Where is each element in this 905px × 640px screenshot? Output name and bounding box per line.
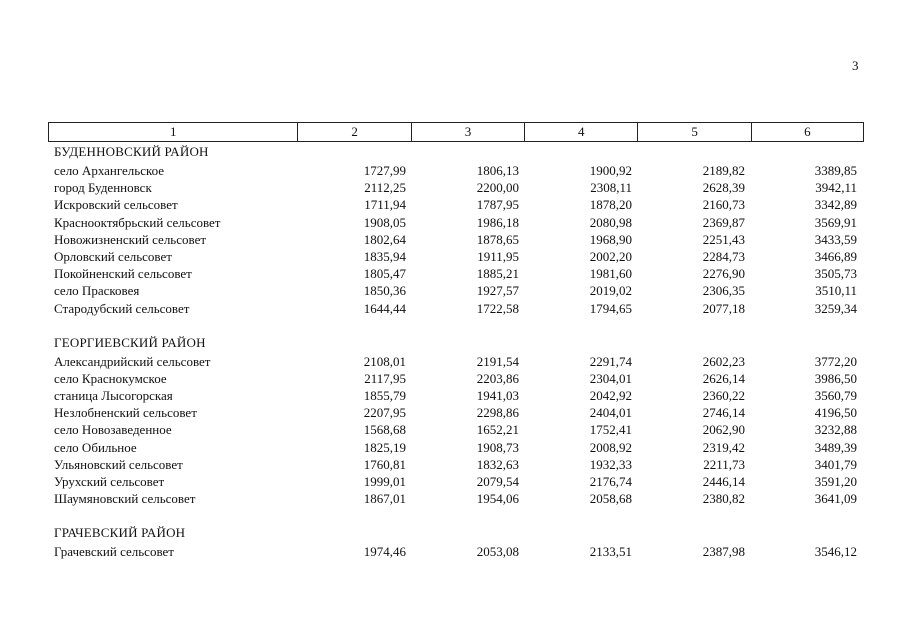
value-cell-col-2: 2108,01 bbox=[363, 353, 406, 369]
table-row bbox=[48, 248, 864, 265]
column-header-3: 3 bbox=[411, 123, 524, 141]
value-cell-col-3: 1986,18 bbox=[476, 214, 519, 230]
value-cell-col-6: 4196,50 bbox=[814, 405, 857, 421]
value-cell-col-3: 2200,00 bbox=[476, 180, 519, 196]
value-cell-col-6: 3232,88 bbox=[814, 422, 857, 438]
page-number: 3 bbox=[852, 58, 859, 73]
value-cell-col-5: 2077,18 bbox=[702, 300, 745, 316]
value-cell-col-2: 1835,94 bbox=[363, 248, 406, 264]
value-cell-col-4: 2058,68 bbox=[589, 491, 632, 507]
settlement-name: село Новозаведенное bbox=[54, 422, 172, 438]
value-cell-col-6: 3389,85 bbox=[814, 163, 857, 178]
value-cell-col-2: 1825,19 bbox=[363, 439, 406, 455]
value-cell-col-4: 2404,01 bbox=[589, 405, 632, 421]
value-cell-col-5: 2189,82 bbox=[702, 163, 745, 178]
value-cell-col-4: 2176,74 bbox=[589, 474, 632, 489]
value-cell-col-6: 3641,09 bbox=[814, 491, 857, 507]
table-row bbox=[48, 387, 864, 404]
column-header-2: 2 bbox=[297, 123, 410, 141]
value-cell-col-5: 2062,90 bbox=[702, 422, 745, 438]
value-cell-col-2: 1644,44 bbox=[363, 300, 406, 316]
settlement-name: Новожизненский сельсовет bbox=[54, 231, 207, 247]
settlement-name: Краснооктябрьский сельсовет bbox=[54, 214, 221, 230]
value-cell-col-2: 1850,36 bbox=[363, 283, 406, 299]
value-cell-col-5: 2628,39 bbox=[702, 180, 745, 196]
value-cell-col-2: 2112,25 bbox=[364, 180, 406, 196]
value-cell-col-6: 3986,50 bbox=[814, 370, 857, 386]
value-cell-col-4: 1752,41 bbox=[589, 422, 632, 438]
column-header-1: 1 bbox=[169, 124, 177, 139]
table-row bbox=[48, 370, 864, 387]
value-cell-col-3: 1911,95 bbox=[477, 248, 519, 264]
value-cell-col-3: 1878,65 bbox=[476, 231, 519, 247]
settlement-name: село Обильное bbox=[54, 439, 137, 455]
value-cell-col-6: 3569,91 bbox=[814, 214, 857, 230]
district-section bbox=[48, 142, 864, 317]
value-cell-col-5: 2319,42 bbox=[702, 439, 745, 455]
settlement-name: Грачевский сельсовет bbox=[54, 544, 174, 560]
district-title: ГРАЧЕВСКИЙ РАЙОН bbox=[54, 525, 186, 541]
settlement-name: село Архангельское bbox=[54, 163, 165, 178]
value-cell-col-2: 1711,94 bbox=[364, 197, 406, 213]
value-cell-col-3: 2203,86 bbox=[476, 370, 519, 386]
table-row bbox=[48, 456, 864, 473]
value-cell-col-6: 3401,79 bbox=[814, 456, 857, 472]
value-cell-col-4: 2042,92 bbox=[589, 388, 632, 404]
value-cell-col-3: 1954,06 bbox=[476, 491, 519, 507]
value-cell-col-3: 1832,63 bbox=[476, 456, 519, 472]
value-cell-col-2: 1908,05 bbox=[363, 214, 406, 230]
value-cell-col-6: 3489,39 bbox=[814, 439, 857, 455]
settlement-name: город Буденновск bbox=[54, 180, 152, 196]
value-cell-col-5: 2369,87 bbox=[702, 214, 745, 230]
value-cell-col-5: 2160,73 bbox=[702, 197, 745, 213]
value-cell-col-5: 2602,23 bbox=[702, 353, 745, 369]
value-cell-col-4: 1878,20 bbox=[589, 197, 632, 213]
settlement-name: Урухский сельсовет bbox=[54, 474, 165, 489]
value-cell-col-6: 3259,34 bbox=[814, 300, 857, 316]
table-row bbox=[48, 214, 864, 231]
value-cell-col-2: 1760,81 bbox=[363, 456, 406, 472]
district-title: ГЕОРГИЕВСКИЙ РАЙОН bbox=[54, 334, 206, 350]
table-row bbox=[48, 231, 864, 248]
table-header-row bbox=[48, 122, 864, 142]
value-cell-col-6: 3591,20 bbox=[814, 474, 857, 489]
value-cell-col-6: 3560,79 bbox=[814, 388, 857, 404]
value-cell-col-2: 1855,79 bbox=[363, 388, 406, 404]
value-cell-col-3: 1927,57 bbox=[476, 283, 519, 299]
value-cell-col-6: 3772,20 bbox=[814, 353, 857, 369]
table-row bbox=[48, 300, 864, 317]
value-cell-col-3: 1941,03 bbox=[476, 388, 519, 404]
settlement-name: Искровский сельсовет bbox=[54, 197, 178, 213]
table-row bbox=[48, 543, 864, 560]
table-row bbox=[48, 473, 864, 490]
value-cell-col-4: 2291,74 bbox=[589, 353, 632, 369]
value-cell-col-3: 1908,73 bbox=[476, 439, 519, 455]
value-cell-col-3: 1885,21 bbox=[476, 266, 519, 282]
value-cell-col-5: 2380,82 bbox=[702, 491, 745, 507]
value-cell-col-2: 1805,47 bbox=[363, 266, 406, 282]
value-cell-col-3: 1652,21 bbox=[476, 422, 519, 438]
value-cell-col-5: 2276,90 bbox=[702, 266, 745, 282]
value-cell-col-5: 2211,73 bbox=[703, 456, 745, 472]
settlement-name: Александрийский сельсовет bbox=[54, 353, 211, 369]
table-row bbox=[48, 421, 864, 438]
table-body bbox=[48, 142, 864, 561]
district-section bbox=[48, 523, 864, 560]
table-row bbox=[48, 196, 864, 213]
value-cell-col-2: 1802,64 bbox=[363, 231, 406, 247]
table-row bbox=[48, 162, 864, 179]
table-row bbox=[48, 282, 864, 299]
value-cell-col-4: 2019,02 bbox=[589, 283, 632, 299]
value-cell-col-3: 2191,54 bbox=[476, 353, 519, 369]
value-cell-col-2: 2207,95 bbox=[363, 405, 406, 421]
value-cell-col-3: 2079,54 bbox=[476, 474, 519, 489]
value-cell-col-4: 2008,92 bbox=[589, 439, 632, 455]
value-cell-col-4: 2304,01 bbox=[589, 370, 632, 386]
district-title: БУДЕННОВСКИЙ РАЙОН bbox=[54, 144, 209, 159]
value-cell-col-6: 3942,11 bbox=[815, 180, 857, 196]
table-row bbox=[48, 439, 864, 456]
value-cell-col-6: 3342,89 bbox=[814, 197, 857, 213]
value-cell-col-2: 1568,68 bbox=[363, 422, 406, 438]
value-cell-col-2: 1867,01 bbox=[363, 491, 406, 507]
column-header-5: 5 bbox=[637, 123, 750, 141]
column-header-6: 6 bbox=[751, 123, 863, 141]
value-cell-col-4: 1981,60 bbox=[589, 266, 632, 282]
value-cell-col-6: 3505,73 bbox=[814, 266, 857, 282]
value-cell-col-3: 1722,58 bbox=[476, 300, 519, 316]
value-cell-col-5: 2626,14 bbox=[702, 370, 745, 386]
settlement-name: Незлобненский сельсовет bbox=[54, 405, 197, 421]
table-row bbox=[48, 265, 864, 282]
value-cell-col-2: 1974,46 bbox=[363, 544, 406, 560]
value-cell-col-4: 2080,98 bbox=[589, 214, 632, 230]
value-cell-col-3: 1787,95 bbox=[476, 197, 519, 213]
value-cell-col-2: 1999,01 bbox=[363, 474, 406, 489]
value-cell-col-4: 2002,20 bbox=[589, 248, 632, 264]
value-cell-col-4: 1968,90 bbox=[589, 231, 632, 247]
value-cell-col-5: 2387,98 bbox=[702, 544, 745, 560]
settlement-name: село Краснокумское bbox=[54, 370, 167, 386]
settlement-name: Шаумяновский сельсовет bbox=[54, 491, 196, 507]
table-row bbox=[48, 490, 864, 507]
value-cell-col-4: 1900,92 bbox=[589, 163, 632, 178]
value-cell-col-4: 2308,11 bbox=[590, 180, 632, 196]
settlement-name: Ульяновский сельсовет bbox=[54, 456, 183, 472]
settlement-name: Орловский сельсовет bbox=[54, 248, 172, 264]
value-cell-col-4: 1794,65 bbox=[589, 300, 632, 316]
settlement-name: Покойненский сельсовет bbox=[54, 266, 192, 282]
table-row bbox=[48, 404, 864, 421]
value-cell-col-6: 3433,59 bbox=[814, 231, 857, 247]
column-header-4: 4 bbox=[524, 123, 637, 141]
value-cell-col-5: 2746,14 bbox=[702, 405, 745, 421]
value-cell-col-3: 1806,13 bbox=[476, 163, 519, 178]
settlement-name: село Прасковея bbox=[54, 283, 140, 299]
value-cell-col-2: 1727,99 bbox=[363, 163, 406, 178]
value-cell-col-5: 2251,43 bbox=[702, 231, 745, 247]
tariff-table bbox=[48, 122, 864, 561]
settlement-name: станица Лысогорская bbox=[54, 388, 173, 404]
value-cell-col-4: 2133,51 bbox=[589, 544, 632, 560]
value-cell-col-2: 2117,95 bbox=[364, 370, 406, 386]
value-cell-col-5: 2446,14 bbox=[702, 474, 745, 489]
value-cell-col-5: 2360,22 bbox=[702, 388, 745, 404]
value-cell-col-4: 1932,33 bbox=[589, 456, 632, 472]
table-row bbox=[48, 353, 864, 370]
value-cell-col-6: 3510,11 bbox=[815, 283, 857, 299]
table-row bbox=[48, 179, 864, 196]
value-cell-col-6: 3546,12 bbox=[814, 544, 857, 560]
value-cell-col-5: 2306,35 bbox=[702, 283, 745, 299]
value-cell-col-3: 2053,08 bbox=[476, 544, 519, 560]
district-section bbox=[48, 333, 864, 508]
settlement-name: Стародубский сельсовет bbox=[54, 300, 190, 316]
value-cell-col-5: 2284,73 bbox=[702, 248, 745, 264]
value-cell-col-3: 2298,86 bbox=[476, 405, 519, 421]
value-cell-col-6: 3466,89 bbox=[814, 248, 857, 264]
